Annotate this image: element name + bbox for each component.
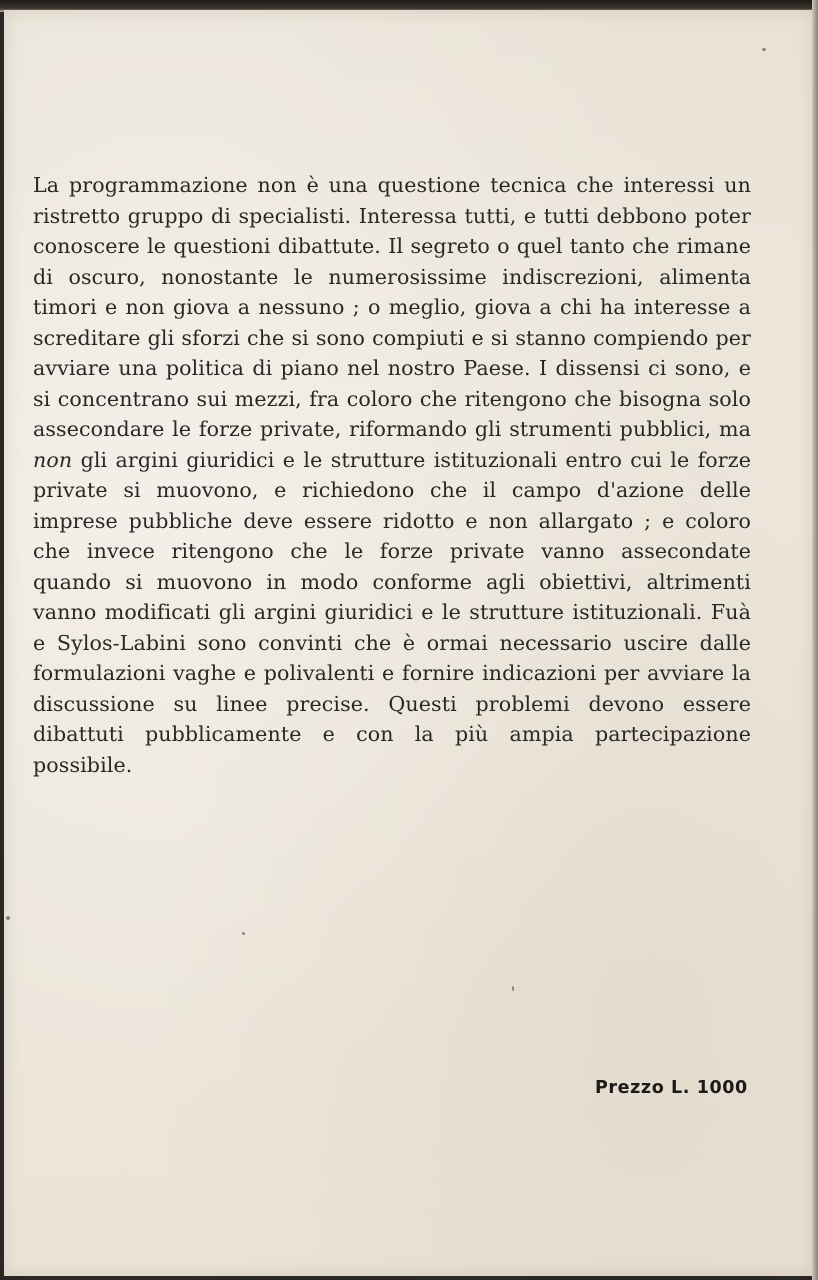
paper-speck bbox=[762, 48, 766, 51]
paper-speck bbox=[6, 916, 10, 920]
blurb-emphasis: non bbox=[33, 447, 73, 472]
blurb-text-end: gli argini giuridici e le strutture istituzionali entro cui le forze private si muovono, e richiedono che il campo d'azione delle imprese pubbliche deve essere ridotto e non allargato ; e coloro che invece ritengono che le forze private vanno assecondate quando si muovono in modo conforme agli obiettivi, altrimenti vanno modificati gli argini giuridici e le strutture istituzionali. Fuà e Sylos-Labini sono convinti che è ormai necessario uscire dalle formulazioni vaghe e polivalenti e fornire indicazioni per avviare la discussione su linee precise. Questi problemi devono essere dibattuti pubblicamente e con la più ampia partecipazione possibile. bbox=[33, 447, 751, 777]
paper-speck bbox=[512, 986, 514, 991]
price-label: Prezzo L. 1000 bbox=[595, 1078, 748, 1098]
back-cover-blurb bbox=[33, 170, 751, 780]
book-right-edge bbox=[812, 0, 818, 1280]
paper-speck bbox=[242, 932, 245, 935]
blurb-text-start: La programmazione non è una questione tecnica che interessi un ristretto gruppo di specialisti. Interessa tutti, e tutti debbono poter conoscere le questioni dibattute. Il segreto o quel tanto che rimane di oscuro, nonostante le numerosissime indiscrezioni, alimenta timori e non giova a nessuno ; o meglio, giova a chi ha interesse a screditare gli sforzi che si sono compiuti e si stanno compiendo per avviare una politica di piano nel nostro Paese. I dissensi ci sono, e si concentrano sui mezzi, fra coloro che ritengono che bisogna solo assecondare le forze private, riformando gli strumenti pubblici, ma bbox=[33, 173, 751, 441]
